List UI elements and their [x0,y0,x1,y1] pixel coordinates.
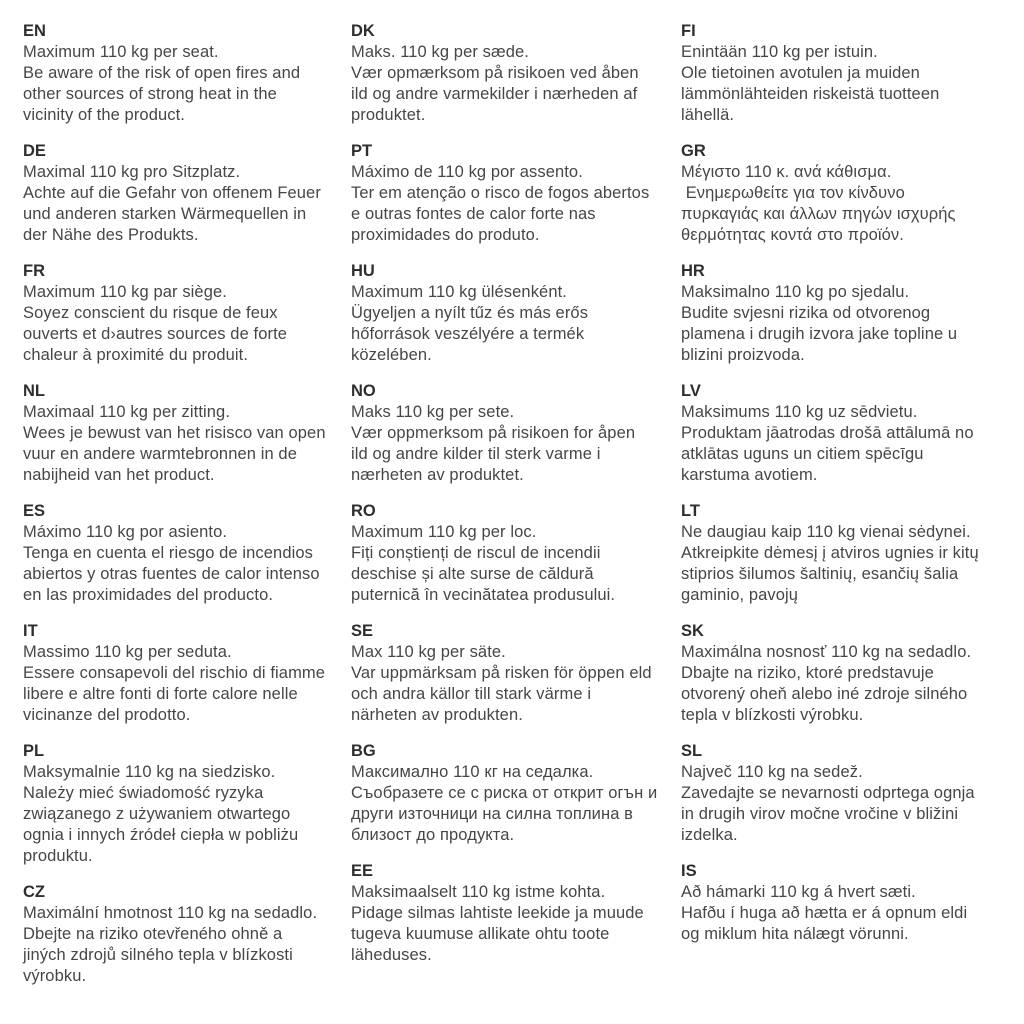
instruction-line: izdelka. [681,826,738,844]
instruction-line: otvorený oheň alebo iné zdroje silného [681,685,968,703]
instruction-line: abiertos y otras fuentes de calor intenso [23,565,320,583]
instruction-line: Maximum 110 kg per loc. [351,523,537,541]
language-code-label: NL [23,382,45,400]
instruction-line: Maks 110 kg per sete. [351,403,515,421]
language-code-label: EE [351,862,374,880]
instruction-line: og miklum hita nálægt vörunni. [681,925,909,943]
instruction-line: Tenga en cuenta el riesgo de incendios [23,544,314,562]
language-code-label: SK [681,622,704,640]
language-section-gr [681,141,1015,246]
instruction-line: Vær oppmerksom på risikoen for åpen [351,424,636,442]
instruction-line: stiprios šilumos šaltinių, esančių šalia [681,565,959,583]
language-code-label: IT [23,622,38,640]
instruction-line: Ενημερωθείτε για τον κίνδυνο [681,184,905,202]
language-code-label: EN [23,22,46,40]
instruction-line: θερμότητας κοντά στο προϊόν. [681,226,904,244]
instruction-line: Hafðu í huga að hætta er á opnum eldi [681,904,968,922]
instruction-line: karstuma avotiem. [681,466,818,484]
instruction-line: Максимално 110 кг на седалка. [351,763,594,781]
instruction-line: Ügyeljen a nyílt tűz és más erős [351,304,589,322]
language-section-se [351,621,685,726]
language-code-label: DE [23,142,46,160]
language-code-label: IS [681,862,697,880]
instruction-line: Achte auf die Gefahr von offenem Feuer [23,184,321,202]
instruction-line: tugeva kuumuse allikate ohtu toote [351,925,610,943]
language-section-is [681,861,1015,945]
instruction-line: in drugih virov močne vročine v bližini [681,805,959,823]
language-code-label: RO [351,502,376,520]
language-code-label: GR [681,142,706,160]
language-section-fi [681,21,1015,126]
instruction-line: und anderen starken Wärmequellen in [23,205,307,223]
instruction-line: vuur en andere warmtebronnen in de [23,445,297,463]
instruction-line: deschise și alte surse de căldură [351,565,594,583]
language-section-sk [681,621,1015,726]
instruction-line: Fiți conștienți de riscul de incendii [351,544,601,562]
instruction-line: Maximum 110 kg ülésenként. [351,283,567,301]
instruction-line: Wees je bewust van het risisco van open [23,424,326,442]
instruction-line: blizini proizvoda. [681,346,805,364]
language-code-label: LV [681,382,701,400]
instruction-line: vicinity of the product. [23,106,185,124]
language-code-label: SL [681,742,703,760]
language-section-ro [351,501,685,606]
instruction-line: Največ 110 kg na sedež. [681,763,863,781]
instruction-line: Ole tietoinen avotulen ja muiden [681,64,920,82]
language-section-fr [23,261,357,366]
language-section-es [23,501,357,606]
instruction-line: proximidades do produto. [351,226,540,244]
instruction-line: πυρκαγιάς και άλλων πηγών ισχυρής [681,205,956,223]
instruction-line: Należy mieć świadomość ryzyka [23,784,264,802]
language-section-hu [351,261,685,366]
instruction-line: výrobku. [23,967,87,985]
language-section-nl [23,381,357,486]
instruction-line: Máximo 110 kg por asiento. [23,523,228,541]
instruction-line: Maks. 110 kg per sæde. [351,43,529,61]
language-section-bg [351,741,685,846]
instruction-line: Maximal 110 kg pro Sitzplatz. [23,163,241,181]
language-section-pt [351,141,685,246]
instruction-line: produktet. [351,106,426,124]
instruction-line: ild og andre kilder til sterk varme i [351,445,601,463]
instruction-line: Máximo de 110 kg por assento. [351,163,583,181]
instruction-line: Max 110 kg per säte. [351,643,506,661]
instruction-line: Maksimalno 110 kg po sjedalu. [681,283,910,301]
instruction-line: Съобразете се с риска от открит огън и [351,784,658,802]
instruction-line: Budite svjesni rizika od otvorenog [681,304,931,322]
language-column-middle [351,21,685,981]
instruction-line: atklātas uguns un citiem spēcīgu [681,445,924,463]
language-section-en [23,21,357,126]
instruction-line: läheduses. [351,946,432,964]
language-section-no [351,381,685,486]
instruction-line: Atkreipkite dėmesį į atviros ugnies ir kitų [681,544,979,562]
instruction-line: chaleur à proximité du produit. [23,346,249,364]
instruction-line: Maximaal 110 kg per zitting. [23,403,231,421]
instruction-line: Μέγιστο 110 κ. ανά κάθισμα. [681,163,892,181]
instruction-line: Var uppmärksam på risken för öppen eld [351,664,652,682]
instruction-line: közelében. [351,346,432,364]
instruction-line: Maksymalnie 110 kg na siedzisko. [23,763,276,781]
language-code-label: PT [351,142,373,160]
language-section-it [23,621,357,726]
language-section-pl [23,741,357,867]
instruction-line: Produktam jāatrodas drošā attālumā no [681,424,974,442]
language-code-label: FI [681,22,696,40]
language-code-label: FR [23,262,45,280]
instruction-line: Að hámarki 110 kg á hvert sæti. [681,883,916,901]
instruction-line: Vær opmærksom på risikoen ved åben [351,64,639,82]
language-code-label: LT [681,502,700,520]
instruction-line: produktu. [23,847,93,865]
instruction-line: other sources of strong heat in the [23,85,277,103]
language-code-label: DK [351,22,375,40]
instruction-line: близост до продукта. [351,826,515,844]
instruction-line: Ter em atenção o risco de fogos abertos [351,184,650,202]
language-section-lt [681,501,1015,606]
language-code-label: CZ [23,883,45,901]
instruction-line: e outras fontes de calor forte nas [351,205,596,223]
instruction-line: hőforrások veszélyére a termék [351,325,585,343]
language-code-label: SE [351,622,374,640]
instruction-line: nærheten av produktet. [351,466,524,484]
instruction-line: Maximální hmotnost 110 kg na sedadlo. [23,904,318,922]
language-section-cz [23,882,357,987]
instruction-line: związanego z używaniem otwartego [23,805,291,823]
language-section-dk [351,21,685,126]
instruction-line: gaminio, pavojų [681,586,799,604]
instruction-line: Maximálna nosnosť 110 kg na sedadlo. [681,643,972,661]
instruction-line: ild og andre varmekilder i nærheden af [351,85,638,103]
instruction-line: vicinanze del prodotto. [23,706,191,724]
instruction-line: Dbajte na riziko, ktoré predstavuje [681,664,934,682]
instruction-line: libere e altre fonti di forte calore nelle [23,685,298,703]
instruction-line: lähellä. [681,106,735,124]
instruction-line: Essere consapevoli del rischio di fiamme [23,664,326,682]
instruction-line: Be aware of the risk of open fires and [23,64,301,82]
instruction-line: nabijheid van het product. [23,466,215,484]
instruction-line: Pidage silmas lahtiste leekide ja muude [351,904,644,922]
language-column-left [23,21,357,1002]
instruction-line: tepla v blízkosti výrobku. [681,706,864,724]
language-code-label: PL [23,742,45,760]
instruction-line: en las proximidades del producto. [23,586,274,604]
language-section-hr [681,261,1015,366]
language-code-label: BG [351,742,376,760]
instruction-line: lämmönlähteiden riskeistä tuotteen [681,85,940,103]
language-code-label: NO [351,382,376,400]
instruction-line: ognia i innych źródeł ciepła w pobliżu [23,826,299,844]
instruction-line: närheten av produkten. [351,706,523,724]
language-code-label: HU [351,262,375,280]
instruction-line: Maximum 110 kg per seat. [23,43,219,61]
instruction-line: jiných zdrojů silného tepla v blízkosti [23,946,293,964]
language-section-ee [351,861,685,966]
instruction-line: der Nähe des Produkts. [23,226,199,244]
instruction-line: Ne daugiau kaip 110 kg vienai sėdynei. [681,523,971,541]
instruction-line: Massimo 110 kg per seduta. [23,643,232,661]
language-section-lv [681,381,1015,486]
instruction-line: ouverts et d›autres sources de forte [23,325,288,343]
language-section-de [23,141,357,246]
language-code-label: HR [681,262,705,280]
language-column-right [681,21,1015,960]
instruction-line: och andra källor till stark värme i [351,685,592,703]
instruction-line: други източници на силна топлина в [351,805,634,823]
instruction-line: Dbejte na riziko otevřeného ohně a [23,925,283,943]
instruction-line: Zavedajte se nevarnosti odprtega ognja [681,784,975,802]
instruction-line: Maksimums 110 kg uz sēdvietu. [681,403,918,421]
instruction-line: Soyez conscient du risque de feux [23,304,278,322]
language-section-sl [681,741,1015,846]
language-code-label: ES [23,502,46,520]
instruction-line: plamena i drugih izvora jake topline u [681,325,958,343]
instruction-line: puternică în vecinătatea produsului. [351,586,616,604]
instruction-line: Maksimaalselt 110 kg istme kohta. [351,883,606,901]
instruction-line: Maximum 110 kg par siège. [23,283,227,301]
instruction-line: Enintään 110 kg per istuin. [681,43,878,61]
